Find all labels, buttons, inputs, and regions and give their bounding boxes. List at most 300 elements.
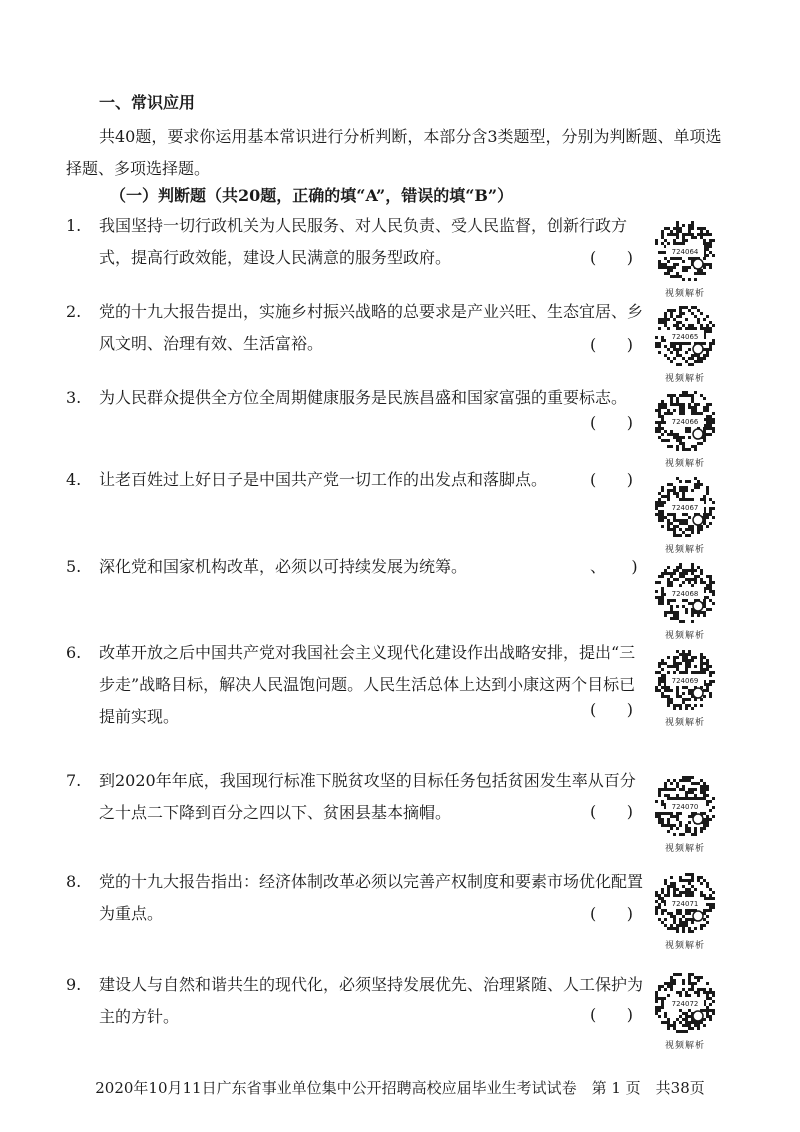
qr-module <box>700 927 703 930</box>
qr-module <box>685 239 688 242</box>
qr-module <box>667 818 670 821</box>
qr-module <box>679 480 682 483</box>
qr-module <box>691 797 694 800</box>
qr-module <box>682 833 685 836</box>
qr-module <box>685 707 688 710</box>
qr-logo-mark <box>693 1011 703 1021</box>
qr-module <box>694 483 697 486</box>
qr-module <box>655 507 658 510</box>
qr-module <box>664 227 667 230</box>
qr-module <box>706 824 709 827</box>
qr-module <box>664 918 667 921</box>
qr-module <box>664 1012 667 1015</box>
qr-module <box>709 321 712 324</box>
question-text: 到2020年年底，我国现行标准下脱贫攻坚的目标任务包括贫困发生率从百分之十点二下降到百分之四以下、贫困县基本摘帽。 <box>99 771 636 822</box>
qr-module <box>706 254 709 257</box>
qr-module <box>670 1024 673 1027</box>
qr-module <box>703 894 706 897</box>
qr-module <box>655 909 658 912</box>
qr-block[interactable] <box>652 474 718 555</box>
qr-module <box>661 662 664 665</box>
qr-module <box>706 348 709 351</box>
qr-module <box>691 659 694 662</box>
qr-module <box>664 882 667 885</box>
qr-module <box>709 608 712 611</box>
qr-module <box>673 409 676 412</box>
qr-module <box>709 233 712 236</box>
qr-module <box>667 611 670 614</box>
qr-module <box>703 406 706 409</box>
qr-module <box>688 278 691 281</box>
qr-module <box>679 671 682 674</box>
qr-module <box>658 812 661 815</box>
qr-module <box>673 788 676 791</box>
qr-module <box>670 445 673 448</box>
qr-module <box>688 982 691 985</box>
qr-module <box>670 885 673 888</box>
qr-module <box>688 888 691 891</box>
qr-module <box>682 1030 685 1033</box>
qr-module <box>706 1012 709 1015</box>
qr-module <box>706 909 709 912</box>
qr-module <box>697 976 700 979</box>
qr-module <box>658 504 661 507</box>
qr-module <box>706 409 709 412</box>
qr-module <box>694 788 697 791</box>
qr-module <box>679 534 682 537</box>
qr-module <box>688 779 691 782</box>
qr-module <box>685 498 688 501</box>
qr-module <box>658 409 661 412</box>
qr-module <box>667 327 670 330</box>
qr-module <box>682 391 685 394</box>
qr-module <box>709 345 712 348</box>
qr-module <box>712 590 715 593</box>
qr-module <box>664 403 667 406</box>
qr-module <box>661 575 664 578</box>
qr-module <box>658 492 661 495</box>
qr-module <box>709 903 712 906</box>
qr-module <box>700 572 703 575</box>
qr-module <box>667 409 670 412</box>
qr-module <box>667 695 670 698</box>
qr-module <box>661 501 664 504</box>
qr-block[interactable] <box>652 303 718 384</box>
answer-blank[interactable]: ( ) <box>590 248 633 267</box>
qr-module <box>694 888 697 891</box>
answer-blank[interactable]: ( ) <box>590 335 633 354</box>
qr-module <box>682 599 685 602</box>
qr-module <box>682 442 685 445</box>
qr-module <box>673 342 676 345</box>
qr-module <box>664 924 667 927</box>
qr-module <box>676 695 679 698</box>
qr-module <box>664 406 667 409</box>
qr-module <box>673 882 676 885</box>
qr-module <box>712 797 715 800</box>
qr-module <box>697 321 700 324</box>
qr-module <box>658 575 661 578</box>
qr-module <box>700 785 703 788</box>
qr-module <box>664 272 667 275</box>
qr-module <box>691 776 694 779</box>
qr-module <box>673 1027 676 1030</box>
qr-block[interactable] <box>652 218 718 299</box>
qr-module <box>664 662 667 665</box>
qr-module <box>688 930 691 933</box>
qr-module <box>691 894 694 897</box>
qr-module <box>688 1024 691 1027</box>
answer-blank[interactable]: ( ) <box>590 700 633 719</box>
qr-module <box>682 269 685 272</box>
qr-module <box>661 788 664 791</box>
qr-module <box>661 891 664 894</box>
qr-module <box>667 495 670 498</box>
qr-module <box>682 701 685 704</box>
qr-module <box>709 327 712 330</box>
question-number: 9. <box>66 975 82 994</box>
qr-module <box>667 578 670 581</box>
qr-module <box>691 566 694 569</box>
qr-module <box>682 224 685 227</box>
qr-module <box>688 689 691 692</box>
qr-module <box>682 1012 685 1015</box>
qr-module <box>667 698 670 701</box>
qr-module <box>700 698 703 701</box>
qr-module <box>667 821 670 824</box>
section-intro-line-2: 择题、多项选择题。 <box>66 159 211 178</box>
qr-module <box>682 572 685 575</box>
qr-module <box>679 345 682 348</box>
qr-module <box>697 988 700 991</box>
qr-module <box>670 394 673 397</box>
qr-module <box>670 513 673 516</box>
qr-module <box>709 587 712 590</box>
qr-module <box>694 665 697 668</box>
qr-module <box>679 894 682 897</box>
qr-module <box>655 409 658 412</box>
qr-module <box>670 882 673 885</box>
qr-module <box>685 611 688 614</box>
qr-module <box>700 704 703 707</box>
qr-module <box>700 988 703 991</box>
qr-module <box>703 409 706 412</box>
qr-module <box>709 897 712 900</box>
qr-module <box>682 495 685 498</box>
qr-module <box>685 912 688 915</box>
qr-module <box>688 227 691 230</box>
qr-logo-mark <box>693 814 703 824</box>
qr-block[interactable] <box>652 647 718 728</box>
qr-module <box>691 833 694 836</box>
qr-module <box>679 994 682 997</box>
qr-module <box>658 519 661 522</box>
qr-module <box>676 614 679 617</box>
qr-module <box>667 272 670 275</box>
qr-module <box>679 891 682 894</box>
qr-module <box>661 593 664 596</box>
qr-module <box>670 360 673 363</box>
qr-module <box>676 224 679 227</box>
qr-module <box>658 501 661 504</box>
qr-module <box>682 776 685 779</box>
qr-block[interactable] <box>652 870 718 951</box>
qr-module <box>709 498 712 501</box>
qr-module <box>697 309 700 312</box>
qr-code-number: 724067 <box>671 504 699 512</box>
qr-module <box>706 818 709 821</box>
qr-module <box>703 354 706 357</box>
qr-module <box>694 578 697 581</box>
qr-module <box>703 436 706 439</box>
qr-module <box>703 1018 706 1021</box>
qr-module <box>667 584 670 587</box>
qr-module <box>709 575 712 578</box>
qr-module <box>706 1015 709 1018</box>
qr-module <box>709 674 712 677</box>
qr-module <box>688 650 691 653</box>
qr-module <box>691 563 694 566</box>
qr-module <box>661 912 664 915</box>
qr-module <box>679 327 682 330</box>
qr-module <box>679 973 682 976</box>
qr-module <box>706 513 709 516</box>
qr-module <box>670 572 673 575</box>
qr-module <box>679 1021 682 1024</box>
qr-module <box>682 988 685 991</box>
qr-module <box>676 617 679 620</box>
qr-module <box>676 233 679 236</box>
qr-module <box>712 581 715 584</box>
qr-module <box>688 891 691 894</box>
qr-module <box>703 991 706 994</box>
qr-module <box>676 257 679 260</box>
qr-module <box>658 602 661 605</box>
qr-module <box>673 921 676 924</box>
qr-module <box>655 501 658 504</box>
qr-module <box>691 876 694 879</box>
qr-module <box>700 788 703 791</box>
qr-module <box>679 918 682 921</box>
qr-module <box>682 486 685 489</box>
qr-module <box>694 391 697 394</box>
qr-module <box>685 779 688 782</box>
qr-block[interactable] <box>652 388 718 469</box>
qr-module <box>688 363 691 366</box>
qr-module <box>679 342 682 345</box>
qr-module <box>673 324 676 327</box>
qr-module <box>700 894 703 897</box>
qr-module <box>679 575 682 578</box>
qr-module <box>682 403 685 406</box>
question-text: 改革开放之后中国共产党对我国社会主义现代化建设作出战略安排，提出“三步走”战略目标，解决人民温饱问题。人民生活总体上达到小康这两个目标已提前实现。 <box>99 643 636 726</box>
qr-module <box>694 797 697 800</box>
qr-module <box>673 891 676 894</box>
answer-blank[interactable]: ( ) <box>590 802 633 821</box>
qr-module <box>667 985 670 988</box>
qr-module <box>667 830 670 833</box>
qr-module <box>667 788 670 791</box>
qr-module <box>685 704 688 707</box>
qr-module <box>706 596 709 599</box>
qr-module <box>655 906 658 909</box>
qr-module <box>682 1024 685 1027</box>
qr-module <box>688 659 691 662</box>
qr-module <box>655 430 658 433</box>
qr-module <box>658 516 661 519</box>
qr-module <box>670 575 673 578</box>
qr-module <box>670 584 673 587</box>
qr-module <box>691 409 694 412</box>
qr-module <box>700 233 703 236</box>
qr-module <box>691 614 694 617</box>
qr-module <box>667 572 670 575</box>
qr-module <box>682 394 685 397</box>
qr-module <box>691 236 694 239</box>
qr-label: 视频解析 <box>664 1041 705 1051</box>
qr-module <box>676 227 679 230</box>
qr-module <box>673 345 676 348</box>
qr-module <box>706 415 709 418</box>
qr-module <box>661 406 664 409</box>
qr-module <box>670 976 673 979</box>
qr-module <box>667 891 670 894</box>
qr-module <box>703 668 706 671</box>
qr-module <box>685 269 688 272</box>
qr-module <box>664 686 667 689</box>
qr-module <box>703 498 706 501</box>
qr-module <box>676 221 679 224</box>
qr-module <box>709 599 712 602</box>
qr-module <box>673 569 676 572</box>
qr-module <box>709 510 712 513</box>
qr-block[interactable] <box>652 970 718 1051</box>
answer-blank[interactable]: ( ) <box>590 904 633 923</box>
qr-module <box>670 309 673 312</box>
qr-module <box>673 1024 676 1027</box>
qr-module <box>661 677 664 680</box>
qr-module <box>706 421 709 424</box>
qr-logo-mark <box>693 344 703 354</box>
qr-module <box>673 239 676 242</box>
qr-module <box>685 924 688 927</box>
qr-module <box>679 409 682 412</box>
qr-code-icon <box>652 303 718 369</box>
qr-module <box>661 692 664 695</box>
qr-module <box>709 433 712 436</box>
qr-module <box>661 572 664 575</box>
qr-module <box>700 528 703 531</box>
qr-module <box>670 397 673 400</box>
qr-module <box>691 445 694 448</box>
qr-module <box>670 522 673 525</box>
qr-module <box>700 976 703 979</box>
qr-module <box>655 891 658 894</box>
qr-module <box>679 412 682 415</box>
qr-module <box>670 233 673 236</box>
qr-module <box>673 918 676 921</box>
qr-module <box>676 342 679 345</box>
qr-module <box>673 833 676 836</box>
qr-module <box>691 873 694 876</box>
qr-module <box>658 342 661 345</box>
qr-module <box>694 236 697 239</box>
qr-module <box>670 782 673 785</box>
qr-module <box>670 345 673 348</box>
qr-module <box>700 662 703 665</box>
answer-blank[interactable]: ( ) <box>590 413 633 432</box>
qr-block[interactable] <box>652 560 718 641</box>
qr-module <box>691 525 694 528</box>
qr-module <box>682 412 685 415</box>
qr-module <box>682 930 685 933</box>
qr-module <box>655 991 658 994</box>
qr-module <box>679 653 682 656</box>
qr-module <box>658 415 661 418</box>
qr-module <box>655 812 658 815</box>
qr-module <box>658 266 661 269</box>
qr-module <box>703 782 706 785</box>
qr-module <box>661 596 664 599</box>
qr-module <box>670 812 673 815</box>
qr-code-number: 724069 <box>671 677 699 685</box>
qr-module <box>673 275 676 278</box>
qr-module <box>682 498 685 501</box>
qr-module <box>664 318 667 321</box>
qr-module <box>694 272 697 275</box>
qr-module <box>673 915 676 918</box>
qr-module <box>712 1000 715 1003</box>
answer-blank[interactable]: ( ) <box>590 1005 633 1024</box>
qr-module <box>667 1024 670 1027</box>
qr-code-icon <box>652 870 718 936</box>
qr-module <box>679 991 682 994</box>
qr-label: 视频解析 <box>664 459 705 469</box>
qr-module <box>703 827 706 830</box>
qr-module <box>661 800 664 803</box>
qr-module <box>661 433 664 436</box>
qr-block[interactable] <box>652 773 718 854</box>
qr-module <box>673 885 676 888</box>
qr-module <box>658 894 661 897</box>
qr-module <box>667 794 670 797</box>
qr-module <box>661 427 664 430</box>
qr-module <box>703 495 706 498</box>
qr-module <box>706 815 709 818</box>
qr-module <box>682 979 685 982</box>
qr-label: 视频解析 <box>664 545 705 555</box>
qr-code-icon <box>652 560 718 626</box>
question-number: 3. <box>66 388 82 407</box>
qr-module <box>661 824 664 827</box>
qr-module <box>679 620 682 623</box>
qr-module <box>676 400 679 403</box>
answer-blank[interactable]: ( ) <box>590 470 633 489</box>
qr-module <box>712 593 715 596</box>
qr-module <box>682 406 685 409</box>
qr-module <box>661 263 664 266</box>
qr-module <box>664 909 667 912</box>
qr-module <box>709 578 712 581</box>
qr-module <box>673 403 676 406</box>
qr-module <box>688 994 691 997</box>
answer-blank[interactable]: 、 ) <box>590 557 638 576</box>
qr-module <box>700 882 703 885</box>
qr-module <box>679 824 682 827</box>
qr-module <box>691 1027 694 1030</box>
qr-module <box>700 227 703 230</box>
qr-module <box>670 412 673 415</box>
